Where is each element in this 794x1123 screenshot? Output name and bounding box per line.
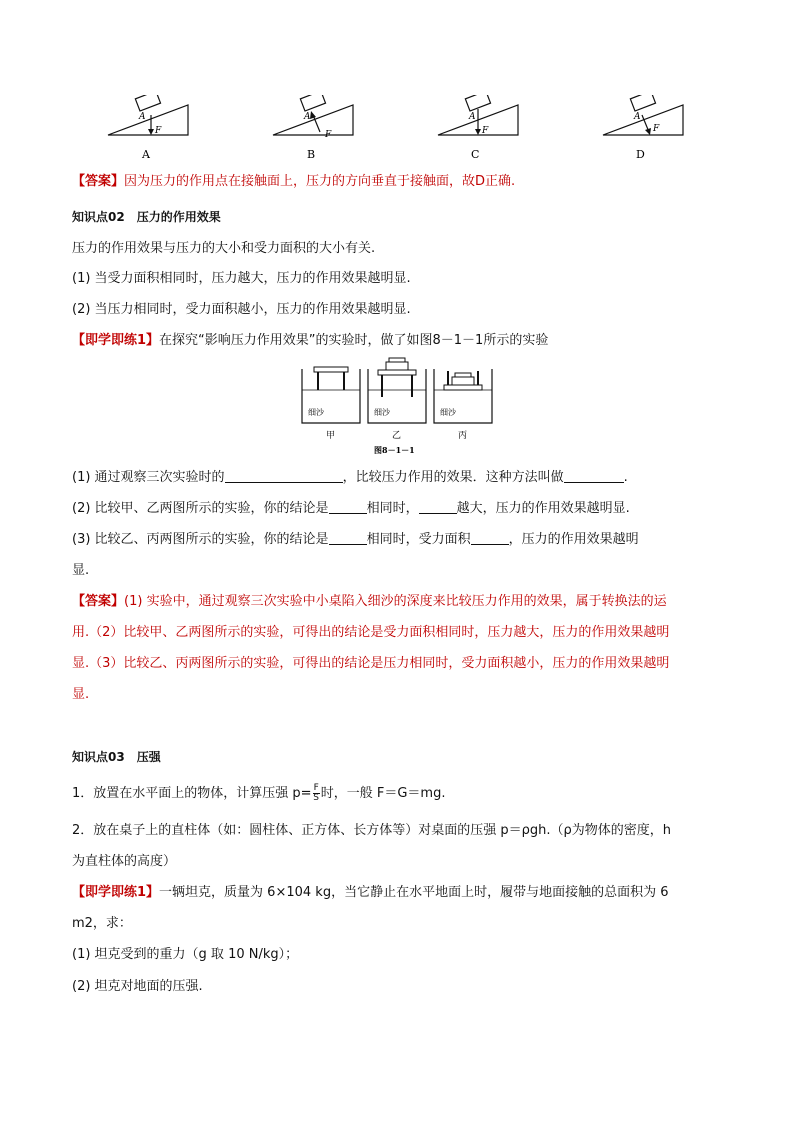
section-03-item-1: 1．放置在水平面上的物体，计算压强 p= $\frac{F}{S}$ 时，一般 F＝G＝mg.	[72, 783, 446, 803]
practice-1-question-3: (3) 比较乙、丙两图所示的实验，你的结论是 相同时，受力面积 ，压力的作用效果越明	[72, 532, 639, 547]
svg-text:F: F	[653, 124, 660, 134]
answer-tag: 【答案】	[72, 594, 125, 609]
figure-caption: 图8－1－1	[374, 445, 415, 455]
svg-text:F: F	[482, 126, 489, 136]
incline-figure-d	[603, 95, 683, 161]
block-label: A	[139, 112, 146, 122]
answer-blank[interactable]	[225, 469, 343, 483]
answer-blank[interactable]	[329, 500, 367, 514]
section-02-intro: 压力的作用效果与压力的大小和受力面积的大小有关.	[72, 241, 376, 256]
section-heading-03: 知识点03 压强	[72, 750, 161, 764]
sand-label-yi: 细沙	[374, 408, 390, 417]
svg-text:A: A	[469, 112, 476, 122]
answer-blank[interactable]	[471, 531, 509, 545]
svg-text:F: F	[325, 130, 332, 140]
sand-experiment-figure	[298, 357, 498, 457]
answer-1	[72, 173, 515, 191]
answer-tag: 【答案】	[72, 174, 125, 189]
answer-blank[interactable]	[419, 500, 457, 514]
option-label-a: A	[142, 148, 150, 161]
figure-label-bing: 丙	[458, 431, 468, 441]
answer-blank[interactable]	[564, 469, 624, 483]
practice-tag: 【即学即练1】	[72, 333, 160, 348]
sand-label-bing: 细沙	[440, 408, 456, 417]
svg-text:A: A	[304, 112, 311, 122]
option-label-d: D	[636, 148, 645, 161]
incline-figure-a	[108, 95, 188, 161]
practice-1-question-3-cont: 显.	[72, 563, 90, 578]
practice-1-prompt	[72, 332, 548, 350]
incline-figure-b	[273, 95, 353, 161]
practice-text: 在探究“影响压力作用效果”的实验时，做了如图8－1－1所示的实验	[159, 333, 549, 348]
container-jia	[302, 367, 360, 441]
section-02-point-2: (2) 当压力相同时，受力面积越小，压力的作用效果越明显.	[72, 302, 411, 317]
sand-label-jia: 细沙	[308, 408, 324, 417]
practice-2-question-2: (2) 坦克对地面的压强.	[72, 979, 203, 994]
option-label-b: B	[307, 148, 316, 161]
container-bing	[434, 369, 492, 441]
practice-2-line-2: m2，求：	[72, 916, 132, 931]
figure-label-jia: 甲	[326, 431, 336, 441]
section-03-item-2-line-2: 为直柱体的高度）	[72, 854, 177, 869]
section-03-item-2-line-1: 2．放在桌子上的直柱体（如：圆柱体、正方体、长方体等）对桌面的压强 p＝ρgh.（ρ为物体的密度，h	[72, 823, 672, 838]
answer-2-line-2: 用.（2）比较甲、乙两图所示的实验，可得出的结论是受力面积相同时，压力越大，压力的作用效果越明	[72, 625, 670, 640]
incline-figure-c	[438, 95, 518, 161]
figure-label-yi: 乙	[392, 431, 402, 441]
practice-2-question-1: (1) 坦克受到的重力（g 取 10 N/kg）；	[72, 947, 299, 962]
practice-tag: 【即学即练1】	[72, 885, 160, 900]
force-label: F	[155, 126, 162, 136]
pressure-fraction: $\frac{F}{S}$	[313, 783, 320, 803]
practice-2-line-1: 【即学即练1】一辆坦克，质量为 6×104 kg，当它静止在水平地面上时，履带与地面接触的总面积为 6	[72, 885, 669, 900]
practice-1-question-1: (1) 通过观察三次实验时的 ，比较压力作用的效果．这种方法叫做 .	[72, 470, 628, 485]
answer-2-line-1: 【答案】(1) 实验中，通过观察三次实验中小桌陷入细沙的深度来比较压力作用的效果，属于转换法的运	[72, 594, 667, 609]
incline-force-figures	[100, 95, 700, 165]
answer-2-line-4: 显.	[72, 687, 90, 702]
practice-1-question-2: (2) 比较甲、乙两图所示的实验，你的结论是 相同时， 越大，压力的作用效果越明显.	[72, 501, 630, 516]
option-label-c: C	[471, 148, 480, 161]
answer-2-line-3: 显.（3）比较乙、丙两图所示的实验，可得出的结论是压力相同时，受力面积越小，压力的作用效果越明	[72, 656, 670, 671]
section-heading-02: 知识点02 压力的作用效果	[72, 210, 221, 224]
section-02-point-1: (1) 当受力面积相同时，压力越大，压力的作用效果越明显.	[72, 271, 411, 286]
answer-blank[interactable]	[329, 531, 367, 545]
svg-text:A: A	[634, 112, 641, 122]
answer-text: 因为压力的作用点在接触面上，压力的方向垂直于接触面，故D正确.	[124, 174, 516, 189]
container-yi	[368, 358, 426, 441]
